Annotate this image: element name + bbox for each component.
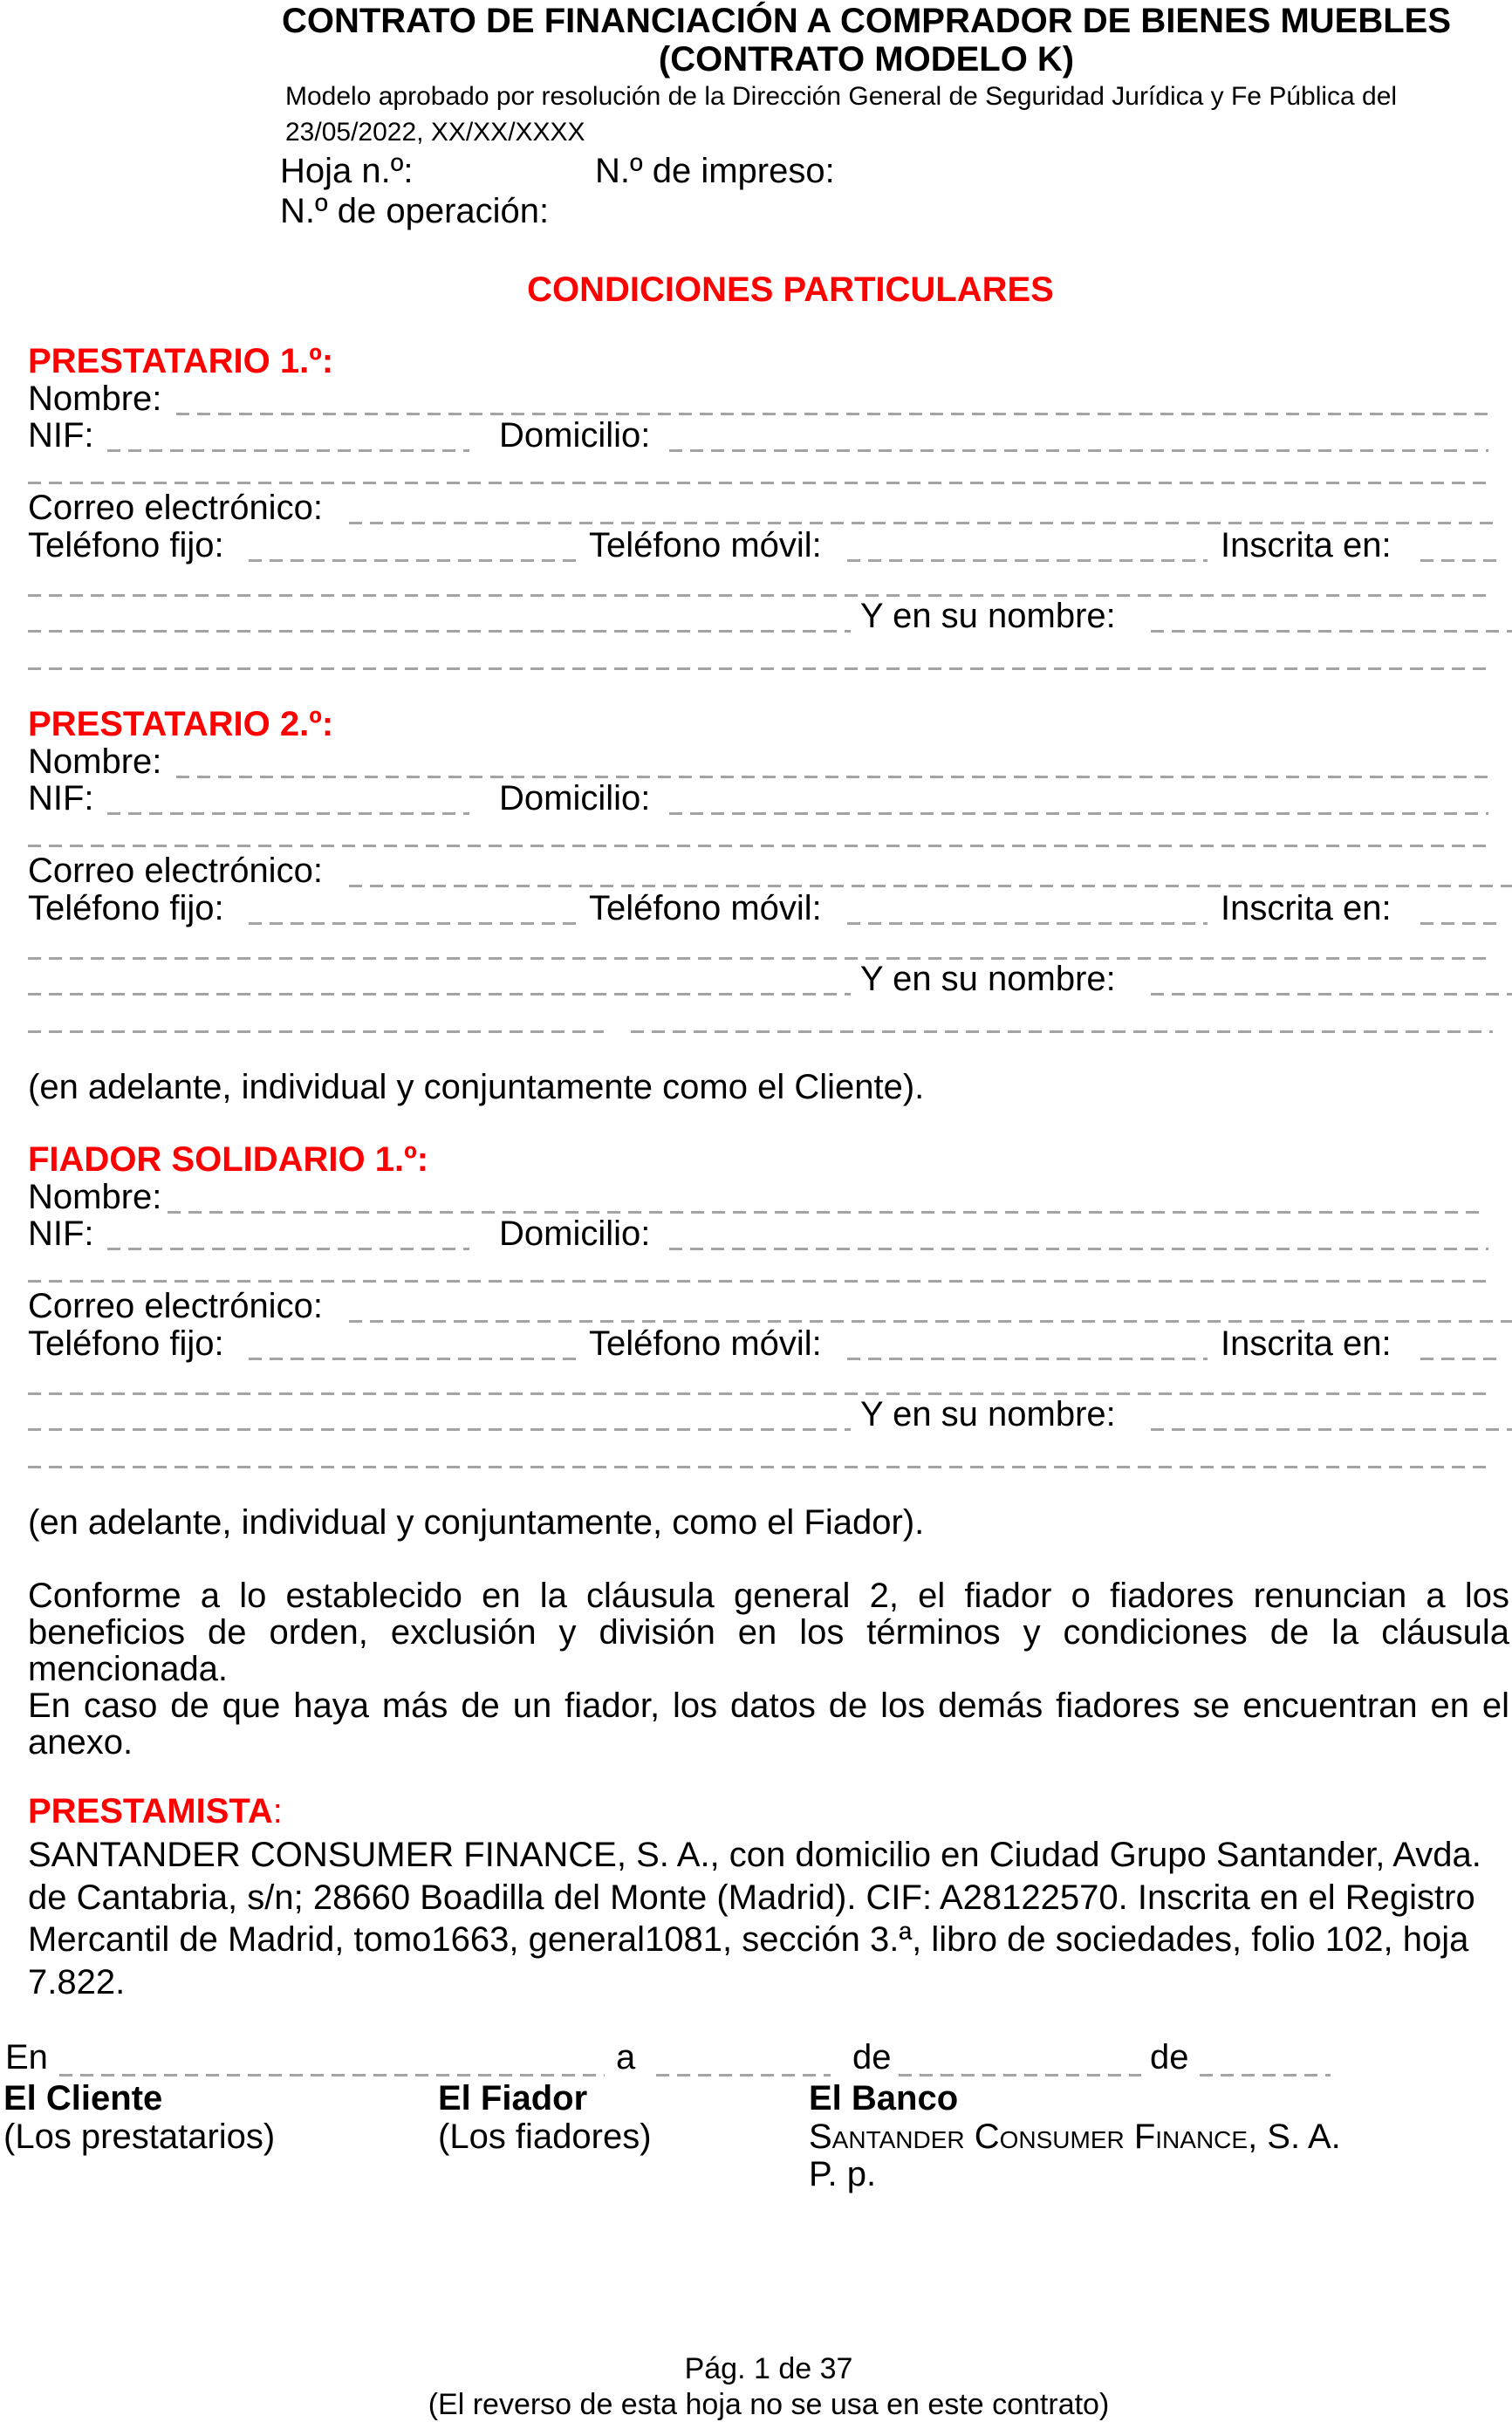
email-label: Correo electrónico: [28, 489, 323, 527]
mobile-field[interactable] [847, 1358, 1208, 1360]
year-field[interactable] [1200, 2074, 1331, 2076]
address-field-line2[interactable] [28, 1280, 1493, 1283]
registered-label: Inscrita en: [1221, 1324, 1392, 1363]
day-field[interactable] [656, 2074, 831, 2076]
landline-field[interactable] [249, 1358, 579, 1360]
address-label: Domicilio: [499, 779, 651, 818]
landline-label: Teléfono fijo: [28, 889, 224, 927]
registered-field-line2[interactable] [28, 957, 1493, 960]
nif-field[interactable] [107, 449, 469, 452]
on-behalf-field[interactable] [1151, 1428, 1512, 1431]
nif-field[interactable] [107, 1248, 469, 1250]
registered-label: Inscrita en: [1221, 526, 1392, 564]
landline-label: Teléfono fijo: [28, 1324, 224, 1363]
party-heading: PRESTATARIO 1.º: [28, 342, 334, 380]
name-label: Nombre: [28, 380, 162, 418]
mobile-field[interactable] [847, 922, 1208, 925]
registered-label: Inscrita en: [1221, 889, 1392, 927]
nif-field[interactable] [107, 812, 469, 815]
address-label: Domicilio: [499, 416, 651, 455]
name-label: Nombre: [28, 742, 162, 781]
registered-field-line2[interactable] [28, 1392, 1493, 1395]
day-label: a [616, 2038, 636, 2076]
nif-label: NIF: [28, 779, 94, 818]
name-field[interactable] [168, 1211, 1484, 1214]
landline-field[interactable] [249, 922, 579, 925]
email-label: Correo electrónico: [28, 852, 323, 890]
month-label: de [852, 2038, 892, 2076]
email-field[interactable] [349, 885, 1512, 887]
document-subtitle: (CONTRATO MODELO K) [658, 40, 1075, 79]
on-behalf-label: Y en su nombre: [860, 1395, 1116, 1433]
on-behalf-field-line3[interactable] [631, 1030, 1493, 1033]
email-label: Correo electrónico: [28, 1287, 323, 1325]
guarantee-clause [28, 1577, 1509, 1761]
registered-field[interactable] [1420, 559, 1504, 562]
lender-heading [28, 1792, 283, 1830]
mobile-label: Teléfono móvil: [589, 526, 822, 564]
guarantor-note: (en adelante, individual y conjuntamente, como el Fiador). [28, 1503, 925, 1542]
landline-field[interactable] [249, 559, 579, 562]
year-label: de [1150, 2038, 1189, 2076]
registered-field[interactable] [1420, 922, 1504, 925]
on-behalf-field-line2[interactable] [28, 1030, 604, 1033]
model-note-date: 23/05/2022, XX/XX/XXXX [285, 118, 585, 147]
nif-label: NIF: [28, 1214, 94, 1253]
landline-label: Teléfono fijo: [28, 526, 224, 564]
address-field-line2[interactable] [28, 845, 1493, 847]
lender-details: SANTANDER CONSUMER FINANCE, S. A., con domicilio en Ciudad Grupo Santander, Avda. de Cantabria, s/n; 28660 Boadilla del Monte (Madrid). CIF: A28122570. Inscrita en el Registro Mercantil de Madrid, tomo1663, general1081, sección 3.ª, libro de sociedades, folio 102, hoja 7.822. [28, 1836, 1481, 2001]
address-label: Domicilio: [499, 1214, 651, 1253]
place-field[interactable] [59, 2074, 605, 2076]
client-signature-title: El Cliente [3, 2079, 163, 2118]
email-field[interactable] [349, 1320, 1512, 1323]
on-behalf-field-line2[interactable] [28, 667, 1493, 670]
nif-label: NIF: [28, 416, 94, 455]
client-signature-subtitle: (Los prestatarios) [3, 2118, 276, 2156]
registered-field-line3[interactable] [28, 630, 851, 633]
party-heading: FIADOR SOLIDARIO 1.º: [28, 1140, 429, 1179]
reverse-note: (El reverso de esta hoja no se usa en este contrato) [428, 2388, 1110, 2421]
email-field[interactable] [349, 522, 1493, 524]
bank-signature-title: El Banco [809, 2079, 959, 2118]
mobile-label: Teléfono móvil: [589, 889, 822, 927]
registered-field-line3[interactable] [28, 1428, 851, 1431]
party-heading: PRESTATARIO 2.º: [28, 705, 334, 743]
month-field[interactable] [899, 2074, 1141, 2076]
lender-heading-colon: : [272, 1792, 283, 1830]
address-field[interactable] [669, 1248, 1488, 1250]
guarantor-signature-subtitle: (Los fiadores) [438, 2118, 652, 2156]
borrower-2-block [0, 705, 1512, 1054]
lender-heading-text: PRESTAMISTA [28, 1792, 273, 1830]
mobile-label: Teléfono móvil: [589, 1324, 822, 1363]
guarantor-signature-title: El Fiador [438, 2079, 588, 2118]
mobile-field[interactable] [847, 559, 1208, 562]
operation-number-label: N.º de operación: [280, 192, 550, 230]
bank-signature-name: Santander Consumer Finance, S. A. [809, 2118, 1341, 2156]
registered-field[interactable] [1420, 1358, 1504, 1360]
address-field[interactable] [669, 449, 1488, 452]
borrower-1-block [0, 342, 1512, 691]
sheet-number-label: Hoja n.º: [280, 152, 414, 190]
print-number-label: N.º de impreso: [595, 152, 835, 190]
page-number: Pág. 1 de 37 [684, 2352, 853, 2385]
bank-signature-pp: P. p. [809, 2155, 877, 2193]
place-label: En [5, 2038, 48, 2076]
guarantor-1-block [0, 1140, 1512, 1489]
section-title: CONDICIONES PARTICULARES [527, 270, 1054, 309]
on-behalf-field[interactable] [1151, 630, 1512, 633]
address-field-line2[interactable] [28, 482, 1493, 484]
document-title: CONTRATO DE FINANCIACIÓN A COMPRADOR DE BIENES MUEBLES [281, 2, 1452, 40]
on-behalf-field[interactable] [1151, 993, 1512, 995]
name-field[interactable] [176, 413, 1493, 415]
guarantee-paragraph-2: En caso de que haya más de un fiador, los datos de los demás fiadores se encuentran en el anexo. [28, 1687, 1509, 1762]
name-field[interactable] [176, 776, 1493, 778]
address-field[interactable] [669, 812, 1488, 815]
on-behalf-field-line2[interactable] [28, 1466, 1493, 1468]
on-behalf-label: Y en su nombre: [860, 597, 1116, 635]
guarantee-paragraph-1: Conforme a lo establecido en la cláusula general 2, el fiador o fiadores renuncian a los beneficios de orden, exclusión y división en los términos y condiciones de la cláusula mencionada. [28, 1577, 1509, 1688]
client-note: (en adelante, individual y conjuntamente como el Cliente). [28, 1068, 925, 1106]
name-label: Nombre: [28, 1178, 162, 1216]
model-note: Modelo aprobado por resolución de la Dirección General de Seguridad Jurídica y Fe Pública del [285, 82, 1398, 111]
registered-field-line3[interactable] [28, 993, 851, 995]
registered-field-line2[interactable] [28, 594, 1493, 597]
on-behalf-label: Y en su nombre: [860, 960, 1116, 998]
